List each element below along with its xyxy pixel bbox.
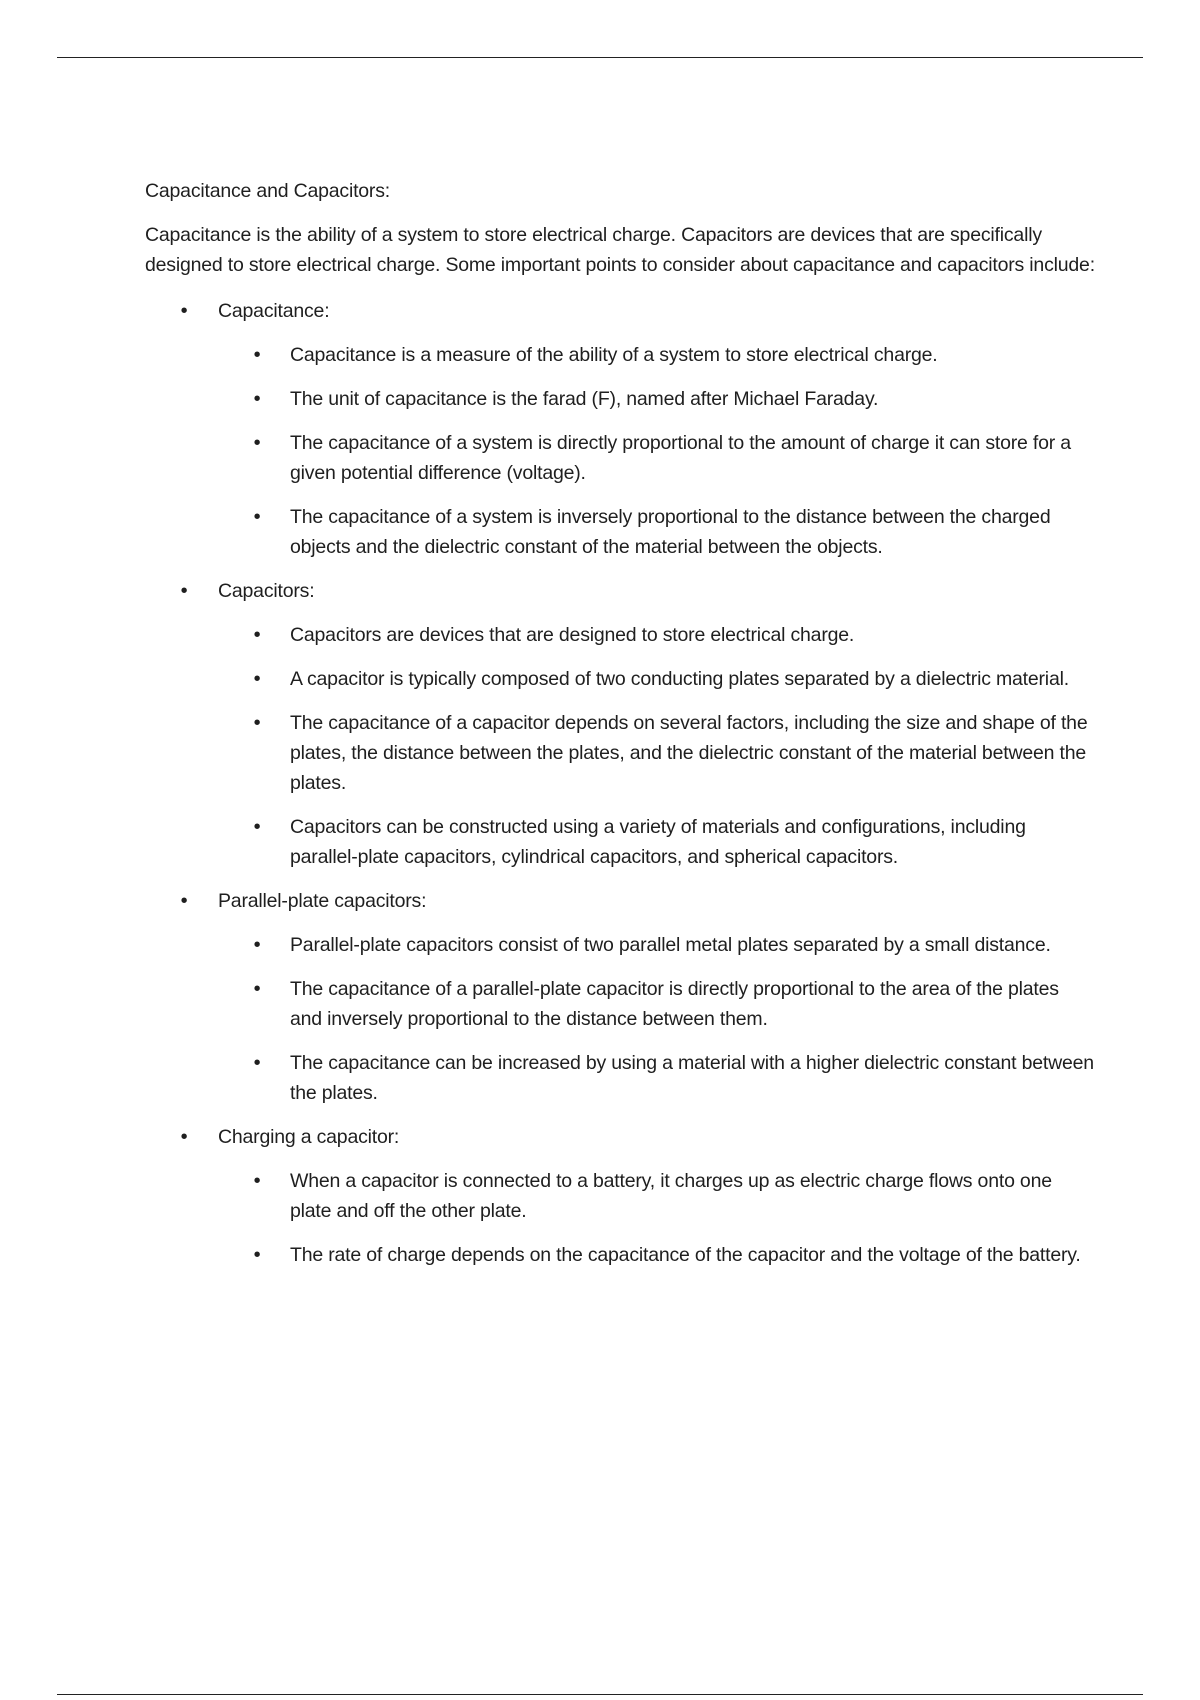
list-item-text: The unit of capacitance is the farad (F), named after Michael Faraday. xyxy=(290,388,879,410)
bullet-icon: • xyxy=(253,344,261,366)
list-item-text: Parallel-plate capacitors consist of two parallel metal plates separated by a small distance. xyxy=(290,934,1051,956)
bullet-icon: • xyxy=(253,934,261,956)
list-item-text: The capacitance can be increased by using a material with a higher dielectric constant between the plates. xyxy=(290,1052,1094,1104)
list-item xyxy=(145,1166,1095,1226)
list-item xyxy=(145,620,1095,650)
bullet-icon: • xyxy=(253,668,261,690)
bullet-icon: • xyxy=(180,300,188,322)
bullet-icon: • xyxy=(180,1126,188,1148)
list-item xyxy=(145,812,1095,872)
list-item xyxy=(145,384,1095,414)
list-item xyxy=(145,1240,1095,1270)
list-item xyxy=(145,664,1095,694)
intro-paragraph: Capacitance is the ability of a system to store electrical charge. Capacitors are devices that are specifically designed to store electrical charge. Some important points to consider about capacitance and capacitors include: xyxy=(145,224,1095,276)
topic-title: Charging a capacitor: xyxy=(218,1126,400,1148)
bullet-icon: • xyxy=(180,890,188,912)
document-body xyxy=(145,176,1095,1284)
footer-rule xyxy=(57,1694,1143,1695)
topic-capacitance xyxy=(145,296,1095,562)
bullet-icon: • xyxy=(180,580,188,602)
list-item-text: Capacitors can be constructed using a variety of materials and configurations, including parallel-plate capacitors, cylindrical capacitors, and spherical capacitors. xyxy=(290,816,1026,868)
list-item xyxy=(145,428,1095,488)
list-item xyxy=(145,708,1095,798)
list-item xyxy=(145,502,1095,562)
topic-title-row xyxy=(145,1122,1095,1152)
topic-list xyxy=(145,296,1095,1270)
list-item xyxy=(145,974,1095,1034)
sub-list xyxy=(145,340,1095,562)
bullet-icon: • xyxy=(253,978,261,1000)
bullet-icon: • xyxy=(253,1244,261,1266)
sub-list xyxy=(145,620,1095,872)
list-item-text: The capacitance of a parallel-plate capacitor is directly proportional to the area of the plates and inversely proportional to the distance between them. xyxy=(290,978,1059,1030)
bullet-icon: • xyxy=(253,712,261,734)
topic-parallel-plate xyxy=(145,886,1095,1108)
list-item-text: The capacitance of a capacitor depends on several factors, including the size and shape of the plates, the distance between the plates, and the dielectric constant of the material between the plates. xyxy=(290,712,1088,794)
topic-title-row xyxy=(145,576,1095,606)
bullet-icon: • xyxy=(253,816,261,838)
topic-title: Capacitors: xyxy=(218,580,315,602)
list-item xyxy=(145,340,1095,370)
topic-capacitors xyxy=(145,576,1095,872)
bullet-icon: • xyxy=(253,506,261,528)
bullet-icon: • xyxy=(253,624,261,646)
document-heading: Capacitance and Capacitors: xyxy=(145,180,390,202)
sub-list xyxy=(145,930,1095,1108)
topic-title: Parallel-plate capacitors: xyxy=(218,890,427,912)
bullet-icon: • xyxy=(253,1170,261,1192)
list-item-text: Capacitance is a measure of the ability of a system to store electrical charge. xyxy=(290,344,938,366)
list-item xyxy=(145,1048,1095,1108)
header-rule xyxy=(57,57,1143,58)
list-item xyxy=(145,930,1095,960)
sub-list xyxy=(145,1166,1095,1270)
list-item-text: The capacitance of a system is directly proportional to the amount of charge it can store for a given potential difference (voltage). xyxy=(290,432,1071,484)
bullet-icon: • xyxy=(253,432,261,454)
list-item-text: A capacitor is typically composed of two conducting plates separated by a dielectric material. xyxy=(290,668,1069,690)
topic-title-row xyxy=(145,886,1095,916)
list-item-text: When a capacitor is connected to a battery, it charges up as electric charge flows onto one plate and off the other plate. xyxy=(290,1170,1052,1222)
bullet-icon: • xyxy=(253,388,261,410)
topic-title-row xyxy=(145,296,1095,326)
list-item-text: The capacitance of a system is inversely proportional to the distance between the charged objects and the dielectric constant of the material between the objects. xyxy=(290,506,1051,558)
bullet-icon: • xyxy=(253,1052,261,1074)
topic-title: Capacitance: xyxy=(218,300,330,322)
list-item-text: Capacitors are devices that are designed to store electrical charge. xyxy=(290,624,855,646)
topic-charging xyxy=(145,1122,1095,1270)
list-item-text: The rate of charge depends on the capacitance of the capacitor and the voltage of the battery. xyxy=(290,1244,1081,1266)
